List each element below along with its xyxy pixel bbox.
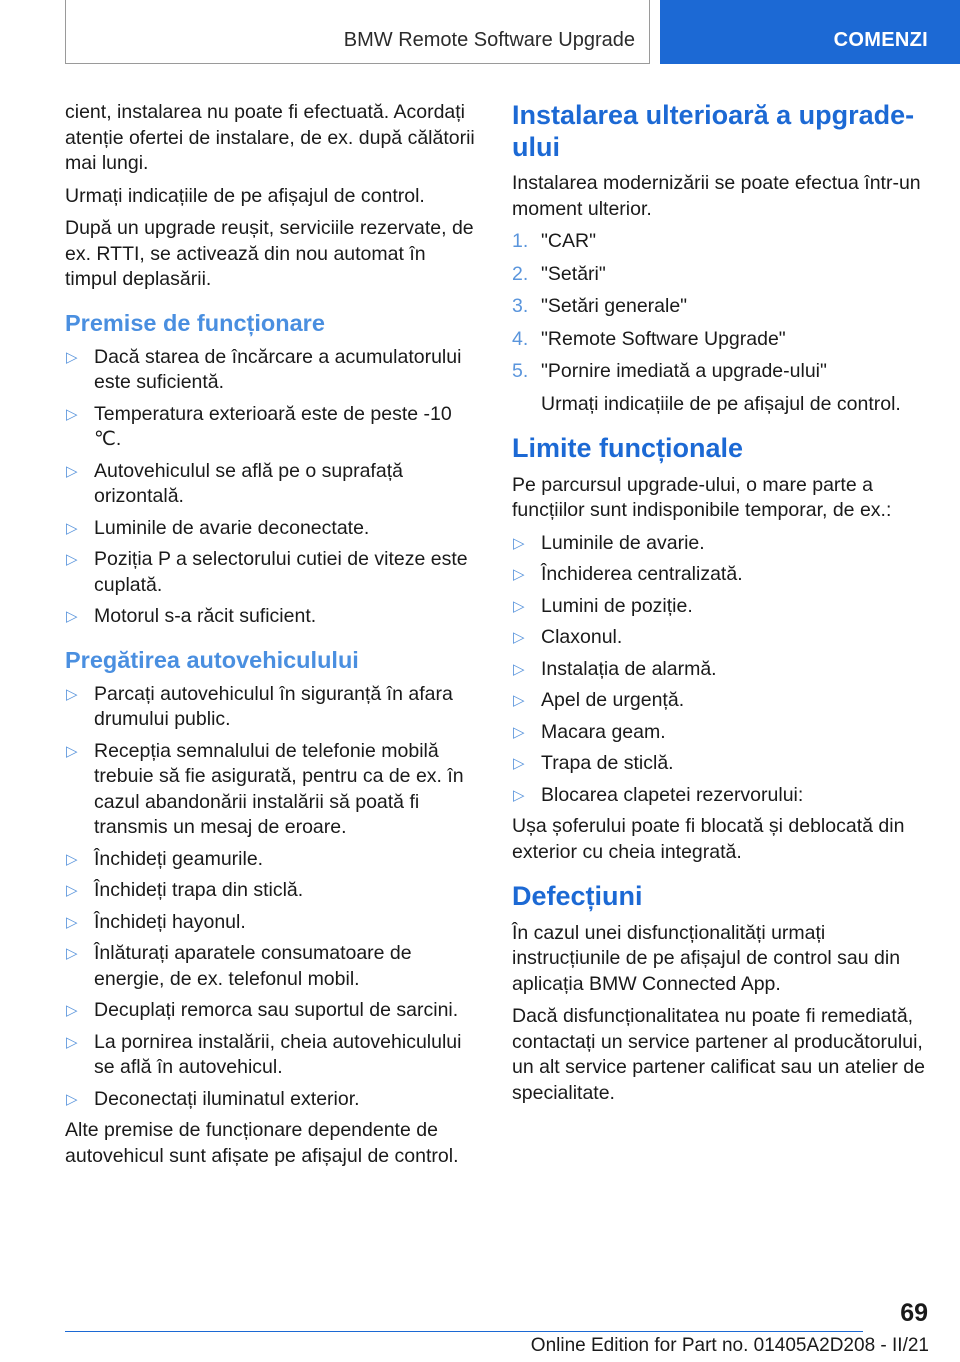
left-column	[65, 100, 480, 1176]
bullet-triangle-icon: ▷	[66, 850, 78, 868]
list-item: ▷ Deconectați iluminatul exterior.	[65, 1087, 480, 1113]
list-item: ▷ Închiderea centralizată.	[512, 562, 932, 588]
steps-note: Urmați indicațiile de pe afișajul de control.	[541, 392, 901, 415]
list-item: ▷ Decuplați remorca sau suportul de sarcini.	[65, 998, 480, 1024]
list-item: ▷ Lumini de poziție.	[512, 594, 932, 620]
step-item: 4. "Remote Software Upgrade"	[512, 327, 932, 353]
step-number: 4.	[512, 327, 529, 350]
list-item: ▷ Închideți geamurile.	[65, 847, 480, 873]
list-item: ▷ Poziția P a selectorului cutiei de viteze este cuplată.	[66, 548, 468, 596]
bullet-triangle-icon: ▷	[66, 742, 78, 760]
list-item: ▷ Autovehiculul se află pe o suprafață orizontală.	[66, 459, 403, 507]
bullet-triangle-icon: ▷	[513, 786, 525, 804]
step-number: 3.	[512, 295, 529, 317]
bullet-triangle-icon: ▷	[66, 519, 78, 537]
bullet-triangle-icon: ▷	[513, 755, 525, 772]
step-item: 1. "CAR"	[512, 229, 932, 255]
closing-paragraph: Alte premise de funcționare dependente de autovehicul sunt afișate pe afișajul de control.	[65, 1119, 459, 1167]
defectiuni-paragraph: În cazul unei disfuncționalități urmați instrucțiunile de pe afișajul de control sau din aplicația BMW Connected App.	[512, 921, 901, 995]
defectiuni-heading: Defecțiuni	[512, 881, 643, 911]
bullet-triangle-icon: ▷	[66, 945, 78, 962]
bullet-triangle-icon: ▷	[66, 1033, 78, 1051]
footer-divider	[65, 1331, 863, 1332]
instalare-heading: Instalarea ulterioară a upgrade-ului	[512, 100, 915, 162]
bullet-triangle-icon: ▷	[513, 597, 525, 615]
header-title: BMW Remote Software Upgrade	[343, 29, 635, 51]
list-item: ▷ Luminile de avarie deconectate.	[65, 516, 480, 542]
bullet-triangle-icon: ▷	[513, 534, 525, 552]
step-number: 2.	[512, 262, 529, 285]
bullet-triangle-icon: ▷	[66, 1002, 78, 1019]
list-item: ▷ Claxonul.	[512, 625, 932, 651]
step-number: 5.	[512, 360, 529, 382]
list-item: ▷ Dacă starea de încărcare a acumulatorului este suficientă.	[66, 345, 462, 393]
intro-paragraph: După un upgrade reușit, serviciile rezervate, de ex. RTTI, se activează din nou automat în timpul deplasării.	[65, 217, 474, 290]
step-item: 5. "Pornire imediată a upgrade-ului"	[512, 359, 932, 385]
pregatire-heading: Pregătirea autovehiculului	[65, 646, 359, 673]
list-item: ▷ La pornirea instalării, cheia autovehiculului se află în autovehicul.	[66, 1030, 462, 1078]
bullet-triangle-icon: ▷	[66, 685, 78, 703]
bullet-triangle-icon: ▷	[66, 551, 78, 568]
defectiuni-paragraph: Dacă disfuncționalitatea nu poate fi remediată, contactați un service partener al producătorului, un alt service partener calificat sau un atelier de specialitate.	[512, 1005, 925, 1104]
step-number: 1.	[512, 230, 529, 252]
list-item: ▷ Motorul s-a răcit suficient.	[65, 604, 480, 630]
pregatire-list	[65, 682, 480, 1113]
bullet-triangle-icon: ▷	[66, 913, 78, 931]
instalare-intro: Instalarea modernizării se poate efectua într-un moment ulterior.	[512, 172, 921, 220]
list-item: ▷ Blocarea clapetei rezervorului:	[512, 783, 932, 809]
list-item: ▷ Parcați autovehiculul în siguranță în afara drumului public.	[66, 682, 453, 730]
right-column	[512, 100, 932, 1113]
premise-heading: Premise de funcționare	[65, 309, 325, 336]
intro-paragraph: cient, instalarea nu poate fi efectuată. Acordați atenție ofertei de instalare, de ex. după călătorii mai lungi.	[65, 101, 475, 174]
page-number: 69	[900, 1299, 928, 1327]
bullet-triangle-icon: ▷	[66, 882, 78, 899]
list-item: ▷ Luminile de avarie.	[512, 531, 932, 557]
list-item: ▷ Închideți trapa din sticlă.	[65, 878, 480, 904]
bullet-triangle-icon: ▷	[66, 608, 78, 625]
list-item: ▷ Macara geam.	[512, 720, 932, 746]
section-tab[interactable]	[660, 0, 960, 64]
list-item: ▷ Instalația de alarmă.	[512, 657, 932, 683]
bullet-triangle-icon: ▷	[513, 723, 525, 741]
bullet-triangle-icon: ▷	[66, 1090, 78, 1108]
intro-paragraph: Urmați indicațiile de pe afișajul de control.	[65, 184, 425, 207]
steps-list	[512, 229, 932, 385]
bullet-triangle-icon: ▷	[513, 566, 525, 583]
footer-edition: Online Edition for Part no. 01405A2D208 - II/21	[530, 1335, 929, 1356]
step-item: 3. "Setări generale"	[512, 294, 932, 320]
premise-list	[65, 345, 480, 630]
list-item: ▷ Închideți hayonul.	[65, 910, 480, 936]
bullet-triangle-icon: ▷	[513, 660, 525, 678]
bullet-triangle-icon: ▷	[513, 692, 525, 709]
list-item: ▷ Trapa de sticlă.	[512, 751, 932, 777]
step-item: 2. "Setări"	[512, 262, 932, 288]
header-title-box	[65, 0, 650, 64]
bullet-triangle-icon: ▷	[66, 405, 78, 423]
bullet-triangle-icon: ▷	[513, 629, 525, 646]
limite-intro: Pe parcursul upgrade-ului, o mare parte a funcțiilor sunt indisponibile temporar, de ex.:	[512, 473, 892, 521]
limite-heading: Limite funcționale	[512, 433, 744, 463]
limite-list	[512, 531, 932, 809]
list-item: ▷ Recepția semnalului de telefonie mobilă trebuie să fie asigurată, pentru ca de ex. în cazul abandonării instalării să poată fi transmis un mesaj de eroare.	[66, 739, 464, 838]
bullet-triangle-icon: ▷	[66, 348, 78, 366]
list-item: ▷ Înlăturați aparatele consumatoare de energie, de ex. telefonul mobil.	[66, 942, 412, 990]
list-item: ▷ Apel de urgență.	[512, 688, 932, 714]
list-item: ▷ Temperatura exterioară este de peste -10 ℃.	[66, 402, 452, 450]
section-tab-label: COMENZI	[833, 29, 928, 51]
bullet-triangle-icon: ▷	[66, 462, 78, 480]
limite-note: Ușa șoferului poate fi blocată și deblocată din exterior cu cheia integrată.	[512, 815, 905, 863]
